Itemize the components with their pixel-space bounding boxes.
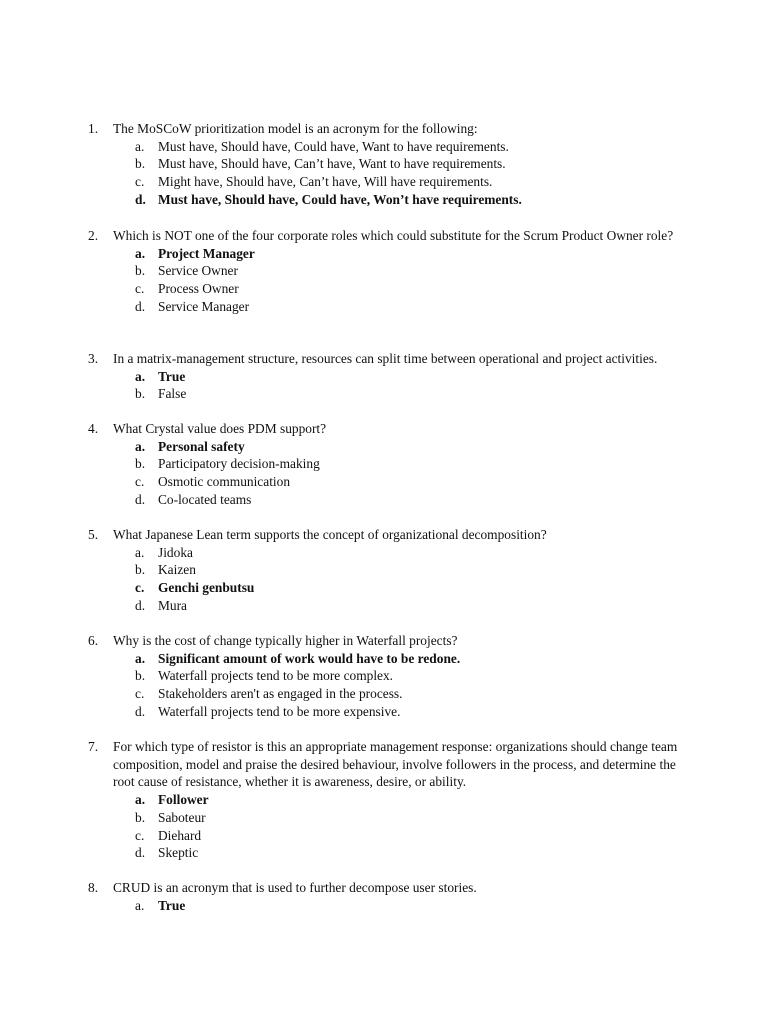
option-list — [88, 245, 688, 316]
option-letter: d. — [135, 491, 146, 507]
option-a-correct — [88, 897, 688, 915]
option-text: Must have, Should have, Could have, Won’t have requirements. — [158, 191, 522, 207]
option-text: Waterfall projects tend to be more expensive. — [158, 703, 401, 719]
question-number: 2. — [88, 228, 99, 243]
option-text: Follower — [158, 792, 209, 808]
option-b — [88, 561, 688, 579]
option-text: Personal safety — [158, 438, 245, 454]
option-letter: a. — [135, 138, 145, 154]
option-b — [88, 262, 688, 280]
option-text: Jidoka — [158, 544, 193, 560]
option-d — [88, 844, 688, 862]
question-text: For which type of resistor is this an appropriate management response: organizations should change team composition, model and praise the desired behaviour, involve followers in the process, and determine the root cause of resistance, whether it is awareness, desire, or ability. — [113, 739, 678, 790]
option-letter: d. — [135, 845, 146, 861]
option-letter: a. — [135, 792, 146, 808]
option-a-correct — [88, 438, 688, 456]
question-number: 4. — [88, 421, 99, 436]
option-c — [88, 173, 688, 191]
option-letter: d. — [135, 703, 146, 719]
option-c — [88, 473, 688, 491]
option-letter: c. — [135, 281, 145, 297]
option-letter: a. — [135, 368, 146, 384]
option-text: Diehard — [158, 827, 202, 843]
option-d-correct — [88, 191, 688, 209]
option-text: True — [158, 897, 186, 913]
option-text: Must have, Should have, Could have, Want to have requirements. — [158, 138, 509, 154]
option-text: Service Owner — [158, 263, 238, 279]
option-letter: c. — [135, 474, 145, 490]
option-letter: a. — [135, 245, 146, 261]
option-text: Mura — [158, 597, 188, 613]
option-b — [88, 155, 688, 173]
option-a-correct — [88, 368, 688, 386]
question-number: 5. — [88, 527, 99, 542]
option-list — [88, 138, 688, 209]
option-letter: b. — [135, 156, 146, 172]
option-list — [88, 791, 688, 862]
option-letter: a. — [135, 544, 145, 560]
option-letter: b. — [135, 456, 146, 472]
option-list — [88, 897, 688, 915]
option-letter: b. — [135, 809, 146, 825]
option-list — [88, 544, 688, 615]
option-text: Significant amount of work would have to be redone. — [158, 650, 461, 666]
option-text: False — [158, 386, 187, 402]
option-letter: a. — [135, 650, 146, 666]
question-2 — [88, 227, 688, 316]
option-list — [88, 368, 688, 403]
question-text: What Crystal value does PDM support? — [113, 421, 327, 436]
question-text: CRUD is an acronym that is used to further decompose user stories. — [113, 880, 477, 895]
option-a-correct — [88, 791, 688, 809]
question-6 — [88, 632, 688, 721]
option-d — [88, 298, 688, 316]
option-a-correct — [88, 245, 688, 263]
option-b — [88, 809, 688, 827]
option-a — [88, 138, 688, 156]
option-a-correct — [88, 650, 688, 668]
question-number: 6. — [88, 633, 99, 648]
option-d — [88, 703, 688, 721]
option-b — [88, 667, 688, 685]
option-text: Project Manager — [158, 245, 255, 261]
option-d — [88, 491, 688, 509]
option-letter: b. — [135, 562, 146, 578]
option-text: Process Owner — [158, 281, 239, 297]
option-b — [88, 385, 688, 403]
option-letter: c. — [135, 686, 145, 702]
option-letter: a. — [135, 438, 146, 454]
question-text: Which is NOT one of the four corporate roles which could substitute for the Scrum Product Owner role? — [113, 228, 674, 243]
option-text: True — [158, 368, 186, 384]
question-number: 1. — [88, 121, 99, 136]
option-letter: d. — [135, 191, 146, 207]
option-c — [88, 280, 688, 298]
option-letter: d. — [135, 597, 146, 613]
option-b — [88, 455, 688, 473]
option-c — [88, 685, 688, 703]
option-text: Saboteur — [158, 809, 206, 825]
option-letter: b. — [135, 263, 146, 279]
question-5 — [88, 526, 688, 615]
option-letter: b. — [135, 386, 146, 402]
option-text: Might have, Should have, Can’t have, Will have requirements. — [158, 174, 493, 190]
question-number: 8. — [88, 880, 99, 895]
option-text: Kaizen — [158, 562, 196, 578]
option-letter: a. — [135, 897, 145, 913]
question-4 — [88, 420, 688, 509]
option-letter: c. — [135, 580, 145, 596]
option-d — [88, 597, 688, 615]
option-c — [88, 827, 688, 845]
option-c-correct — [88, 579, 688, 597]
option-text: Must have, Should have, Can’t have, Want to have requirements. — [158, 156, 506, 172]
option-letter: c. — [135, 827, 145, 843]
question-number: 3. — [88, 351, 99, 366]
option-letter: d. — [135, 298, 146, 314]
option-text: Participatory decision-making — [158, 456, 320, 472]
option-text: Stakeholders aren't as engaged in the process. — [158, 686, 403, 702]
option-letter: b. — [135, 668, 146, 684]
question-text: Why is the cost of change typically higher in Waterfall projects? — [113, 633, 458, 648]
option-text: Genchi genbutsu — [158, 580, 255, 596]
option-text: Skeptic — [158, 845, 199, 861]
question-text: What Japanese Lean term supports the concept of organizational decomposition? — [113, 527, 547, 542]
option-text: Osmotic communication — [158, 474, 291, 490]
option-text: Service Manager — [158, 298, 250, 314]
option-text: Waterfall projects tend to be more complex. — [158, 668, 394, 684]
option-letter: c. — [135, 174, 145, 190]
question-text: In a matrix-management structure, resources can split time between operational and project activities. — [113, 351, 658, 366]
question-7 — [88, 738, 688, 862]
option-a — [88, 544, 688, 562]
question-1 — [88, 120, 688, 209]
question-3 — [88, 350, 688, 403]
question-text: The MoSCoW prioritization model is an acronym for the following: — [113, 121, 478, 136]
option-list — [88, 650, 688, 721]
question-8 — [88, 879, 688, 914]
option-list — [88, 438, 688, 509]
question-number: 7. — [88, 739, 99, 754]
option-text: Co-located teams — [158, 491, 252, 507]
